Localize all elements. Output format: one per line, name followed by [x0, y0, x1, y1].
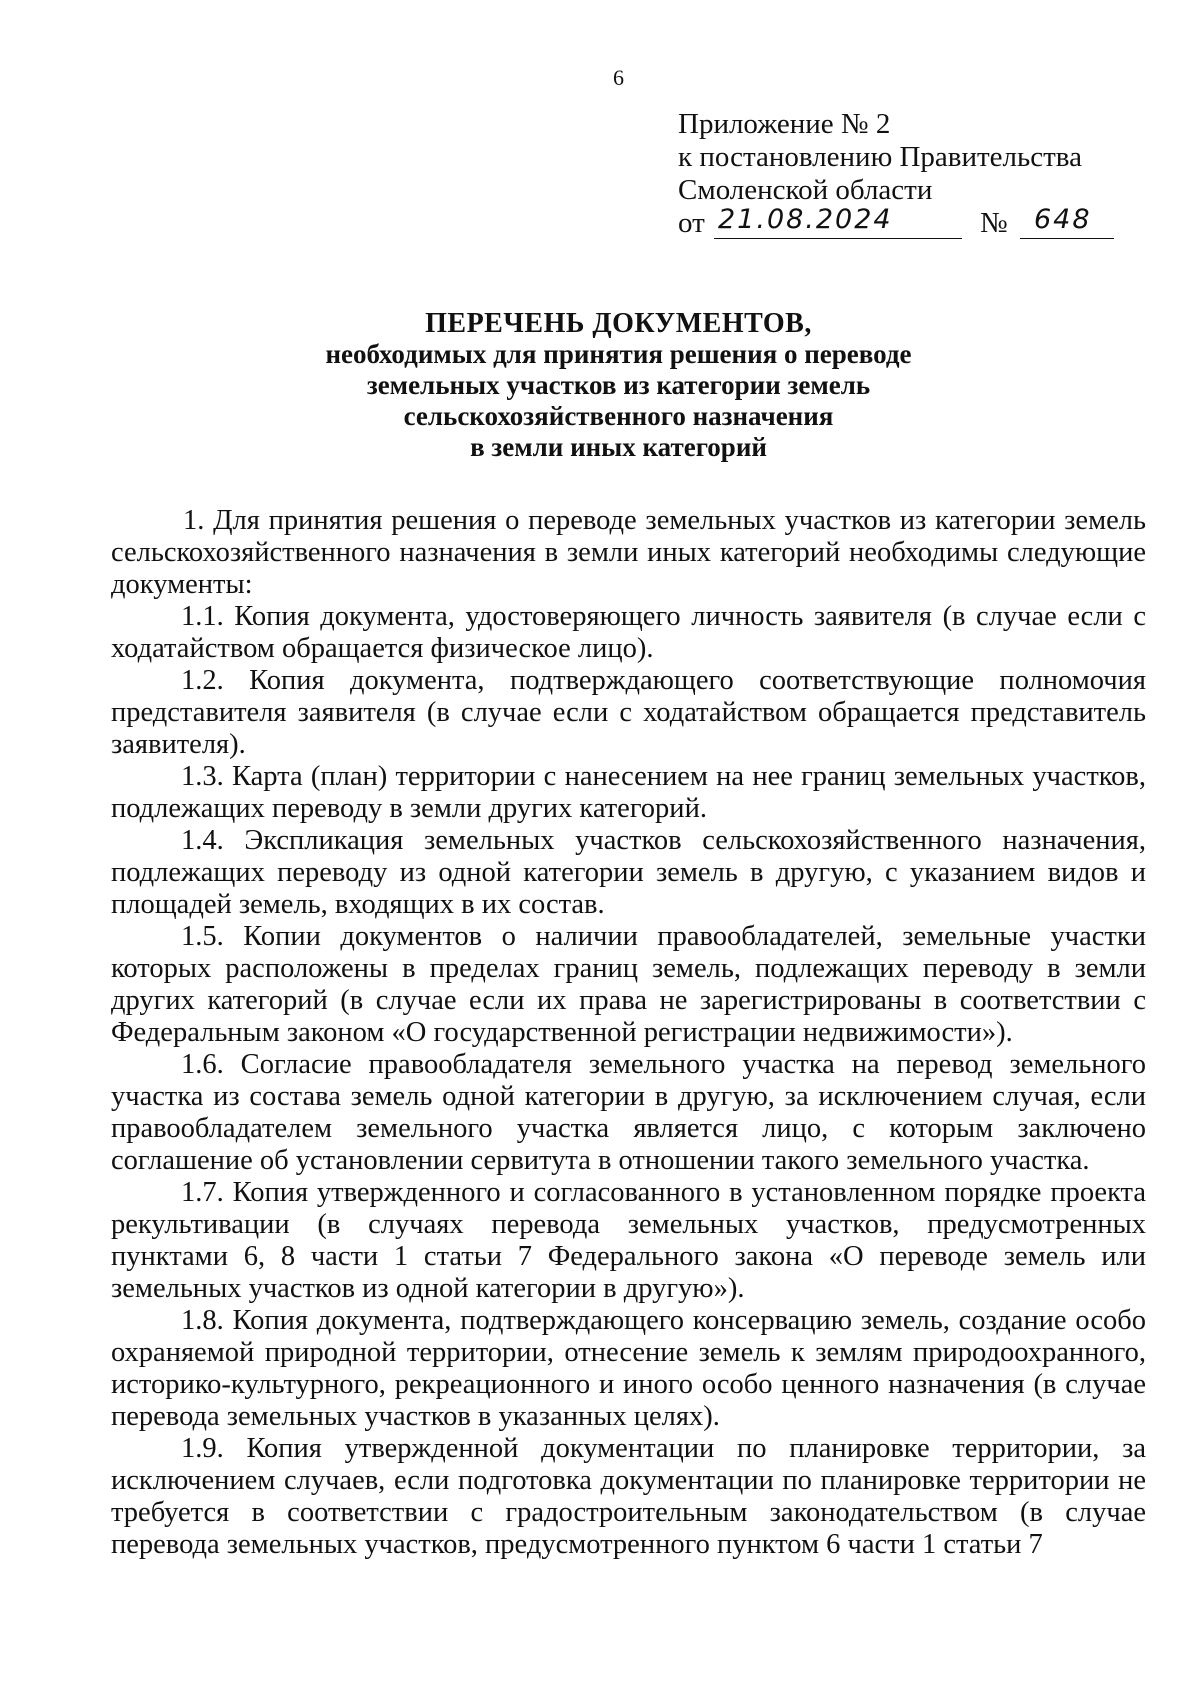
number-label: №: [980, 207, 1008, 239]
date-field: [714, 204, 962, 239]
paragraph-1-2: 1.2. Копия документа, подтверждающего соответствующие полномочия представителя заявителя (в случае если с ходатайством обращается представитель заявителя).: [111, 665, 1146, 760]
document-heading: [0, 308, 1200, 463]
paragraph-1-7: 1.7. Копия утвержденного и согласованного в установленном порядке проекта рекультивации (в случаях перевода земельных участков, предусмотренных пунктами 6, 8 части 1 статьи 7 Федерального закона «О переводе земель или земельных участков из одной категории в другую»).: [111, 1177, 1146, 1304]
appendix-resolution-line: к постановлению Правительства: [678, 141, 1082, 173]
date-label: от: [678, 207, 705, 239]
paragraph-1: 1. Для принятия решения о переводе земельных участков из категории земель сельскохозяйственного назначения в земли иных категорий необходимы следующие документы:: [111, 505, 1146, 600]
paragraph-1-5: 1.5. Копии документов о наличии правообладателей, земельные участки которых расположены в пределах границ земель, подлежащих переводу в земли других категорий (в случае если их права не зарегистрированы в соответствии с Федеральным законом «О государственной регистрации недвижимости»).: [111, 921, 1146, 1048]
heading-title: ПЕРЕЧЕНЬ ДОКУМЕНТОВ,: [425, 308, 812, 339]
appendix-block: [678, 108, 1148, 240]
paragraph-1-3: 1.3. Карта (план) территории с нанесением на нее границ земельных участков, подлежащих переводу в земли других категорий.: [111, 761, 1146, 824]
handwritten-date: 21.08.2024: [718, 204, 893, 235]
paragraph-1-8: 1.8. Копия документа, подтверждающего консервацию земель, создание особо охраняемой природной территории, отнесение земель к землям природоохранного, историко-культурного, рекреационного и иного особо ценного назначения (в случае перевода земельных участков в указанных целях).: [111, 1305, 1146, 1432]
heading-line: земельных участков из категории земель: [366, 370, 871, 400]
page-number: 6: [613, 65, 624, 90]
handwritten-number: 648: [1034, 204, 1092, 235]
heading-line: необходимых для принятия решения о переводе: [325, 339, 912, 369]
heading-line: сельскохозяйственного назначения: [403, 401, 834, 431]
paragraph-1-6: 1.6. Согласие правообладателя земельного участка на перевод земельного участка из состава земель одной категории в другую, за исключением случая, если правообладателем земельного участка является лицо, с которым заключено соглашение об установлении сервитута в отношении такого земельного участка.: [111, 1049, 1146, 1176]
appendix-region-line: Смоленской области: [678, 174, 933, 206]
paragraph-1-4: 1.4. Экспликация земельных участков сельскохозяйственного назначения, подлежащих переводу из одной категории земель в другую, с указанием видов и площадей земель, входящих в их состав.: [111, 825, 1146, 920]
document-body: [111, 505, 1146, 1561]
paragraph-1-1: 1.1. Копия документа, удостоверяющего личность заявителя (в случае если с ходатайством обращается физическое лицо).: [111, 601, 1146, 664]
appendix-date-number-line: [678, 204, 1148, 240]
paragraph-1-9: 1.9. Копия утвержденной документации по планировке территории, за исключением случаев, если подготовка документации по планировке территории не требуется в соответствии с градостроительным законодательством (в случае перевода земельных участков, предусмотренного пунктом 6 части 1 статьи 7: [111, 1433, 1146, 1560]
appendix-title: Приложение № 2: [678, 108, 891, 140]
heading-line: в земли иных категорий: [470, 432, 767, 462]
number-field: [1020, 204, 1114, 239]
